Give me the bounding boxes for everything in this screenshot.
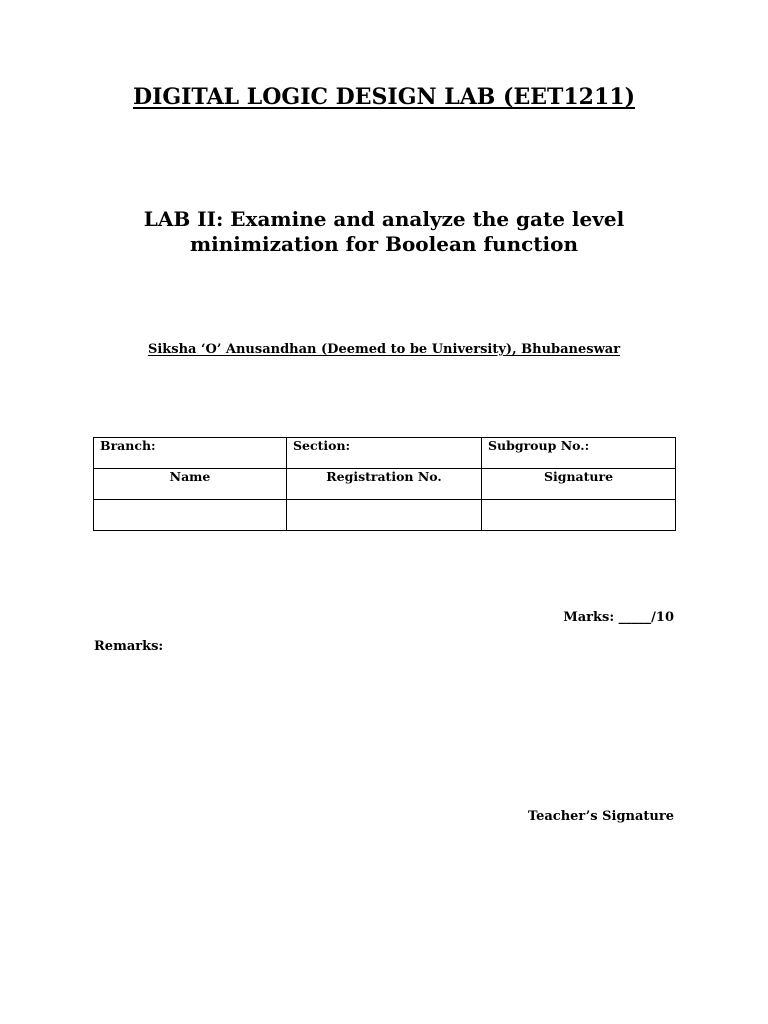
subgroup-cell: Subgroup No.: — [482, 438, 676, 469]
signature-header: Signature — [482, 469, 676, 500]
signature-cell — [482, 500, 676, 531]
lab-title — [94, 207, 674, 257]
lab-title-line-1: LAB II: Examine and analyze the gate level — [143, 207, 625, 231]
university-name: Siksha ‘O’ Anusandhan (Deemed to be University), Bhubaneswar — [147, 342, 621, 357]
table-row — [94, 500, 676, 531]
branch-cell: Branch: — [94, 438, 287, 469]
table-header-row — [94, 469, 676, 500]
teacher-signature-label: Teacher’s Signature — [527, 809, 674, 824]
name-cell — [94, 500, 287, 531]
student-info-table — [93, 437, 676, 531]
section-cell: Section: — [287, 438, 482, 469]
name-header: Name — [94, 469, 287, 500]
table-row — [94, 438, 676, 469]
lab-title-line-2: minimization for Boolean function — [189, 232, 579, 256]
marks-label: Marks: _____/10 — [563, 610, 674, 625]
registration-cell — [287, 500, 482, 531]
registration-header: Registration No. — [287, 469, 482, 500]
page-title: DIGITAL LOGIC DESIGN LAB (EET1211) — [132, 84, 636, 110]
remarks-label: Remarks: — [94, 639, 164, 654]
